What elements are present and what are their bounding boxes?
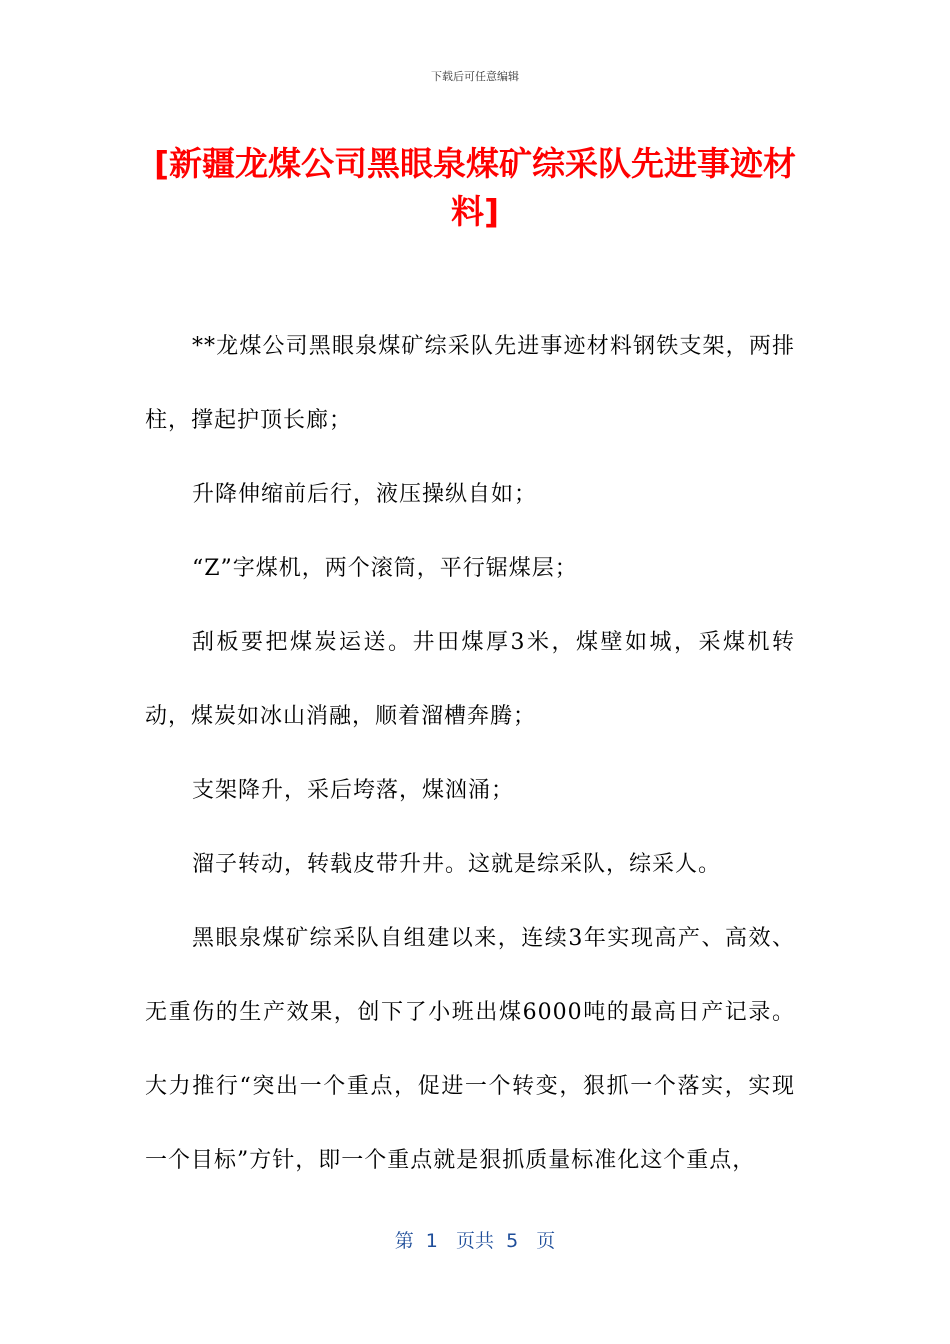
document-title: [新疆龙煤公司黑眼泉煤矿综采队先进事迹材料]: [153, 144, 797, 231]
paragraph: 刮板要把煤炭运送。井田煤厚3米，煤壁如城，采煤机转动，煤炭如冰山消融，顺着溜槽奔腾；: [145, 630, 795, 729]
document-body: [145, 310, 795, 1198]
paragraph: 黑眼泉煤矿综采队自组建以来，连续3年实现高产、高效、无重伤的生产效果，创下了小班出煤6000吨的最高日产记录。大力推行“突出一个重点，促进一个转变，狠抓一个落实，实现一个目标”方针，即一个重点就是狠抓质量标准化这个重点，: [145, 926, 795, 1173]
paragraph: **龙煤公司黑眼泉煤矿综采队先进事迹材料钢铁支架，两排柱，撑起护顶长廊；: [145, 334, 795, 433]
paragraph: 溜子转动，转载皮带升井。这就是综采队，综采人。: [192, 852, 722, 877]
page-number-footer: 第 1 页共 5 页: [394, 1230, 556, 1252]
paragraph: 升降伸缩前后行，液压操纵自如；: [192, 482, 538, 507]
page-header: 下载后可任意编辑: [431, 70, 519, 83]
paragraph: “Z”字煤机，两个滚筒，平行锯煤层；: [192, 556, 578, 581]
paragraph: 支架降升，采后垮落，煤汹涌；: [192, 778, 515, 803]
